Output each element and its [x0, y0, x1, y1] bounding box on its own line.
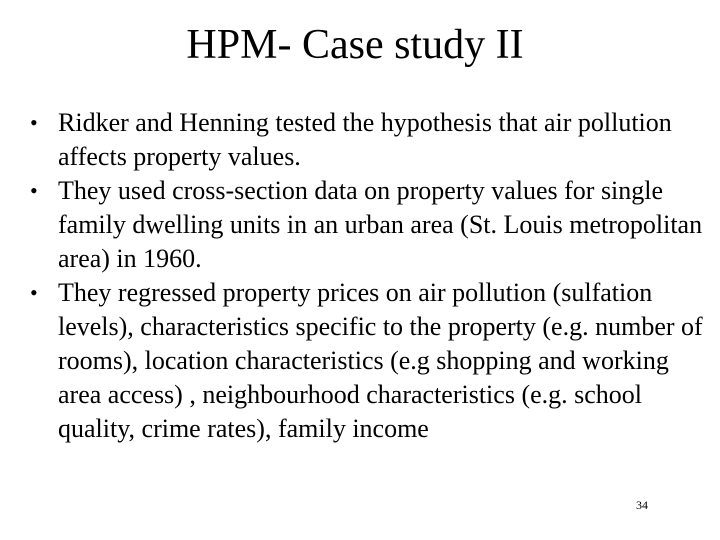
bullet-item: [30, 276, 710, 446]
bullet-item: [30, 106, 710, 174]
bullet-marker: •: [30, 178, 38, 203]
bullet-list: [30, 106, 710, 446]
bullet-marker: •: [30, 280, 38, 305]
bullet-text: Ridker and Henning tested the hypothesis that air pollution affects property values.: [58, 108, 672, 171]
bullet-text: They regressed property prices on air pollution (sulfation levels), characteristics specific to the property (e.g. number of rooms), location characteristics (e.g shopping and working area access) , neighbourhood characteristics (e.g. school quality, crime rates), family income: [58, 278, 703, 443]
bullet-marker: •: [30, 110, 38, 135]
slide-title: HPM- Case study II: [186, 22, 524, 68]
page-number: 34: [636, 498, 648, 512]
bullet-text: They used cross-section data on property values for single family dwelling units in an urban area (St. Louis metropolitan area) in 1960.: [58, 176, 703, 273]
bullet-item: [30, 174, 710, 276]
